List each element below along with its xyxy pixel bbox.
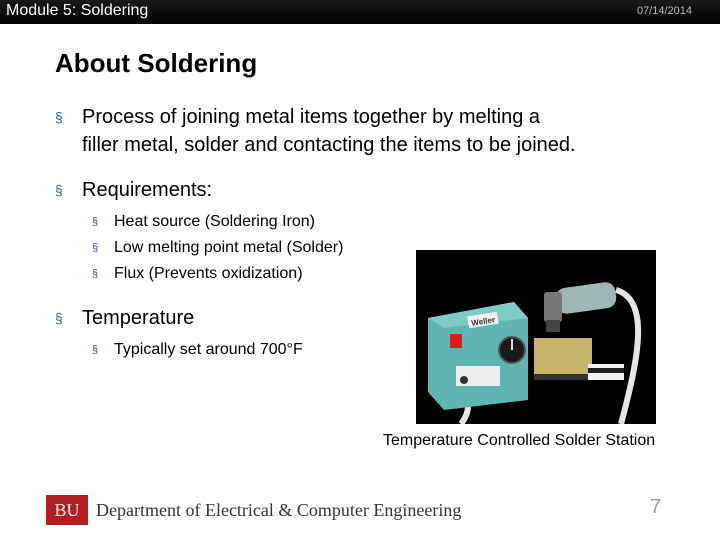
sub-bullet-icon: § [92, 344, 99, 356]
bu-logo: BU [46, 495, 88, 525]
page-number: 7 [650, 496, 662, 518]
figure-caption: Temperature Controlled Solder Station [383, 432, 656, 449]
sub-bullet-solder [92, 238, 344, 258]
solder-station-photo [416, 250, 656, 424]
bullet-text-line2: filler metal, solder and contacting the items to be joined. [82, 134, 576, 156]
sub-bullet-icon: § [92, 242, 99, 254]
bullet-text: Temperature [82, 307, 195, 329]
sub-bullet-icon: § [92, 268, 99, 280]
module-title: Module 5: Soldering [6, 2, 149, 19]
header-bar [0, 0, 720, 24]
sub-bullet-text: Low melting point metal (Solder) [114, 239, 344, 256]
department-name: Department of Electrical & Computer Engineering [96, 500, 462, 520]
bullet-text-line1: Process of joining metal items together by melting a [82, 106, 540, 128]
sub-bullet-text: Typically set around 700°F [114, 341, 303, 358]
bullet-icon: § [55, 310, 63, 326]
sub-bullet-heat-source [92, 212, 315, 232]
bullet-icon: § [55, 109, 63, 125]
bullet-requirements [55, 176, 213, 204]
solder-station-illustration [416, 250, 656, 424]
brand-logo: Weller [470, 315, 496, 328]
bullet-temperature [55, 304, 195, 332]
sub-bullet-text: Flux (Prevents oxidization) [114, 265, 303, 282]
sub-bullet-icon: § [92, 216, 99, 228]
sub-bullet-flux [92, 264, 303, 284]
slide-date: 07/14/2014 [636, 5, 692, 17]
sub-bullet-text: Heat source (Soldering Iron) [114, 213, 315, 230]
bullet-process [55, 103, 576, 159]
slide-title: About Soldering [55, 48, 258, 78]
bullet-icon: § [55, 182, 63, 198]
bullet-text: Requirements: [82, 179, 213, 201]
sub-bullet-typical-temp [92, 340, 303, 360]
